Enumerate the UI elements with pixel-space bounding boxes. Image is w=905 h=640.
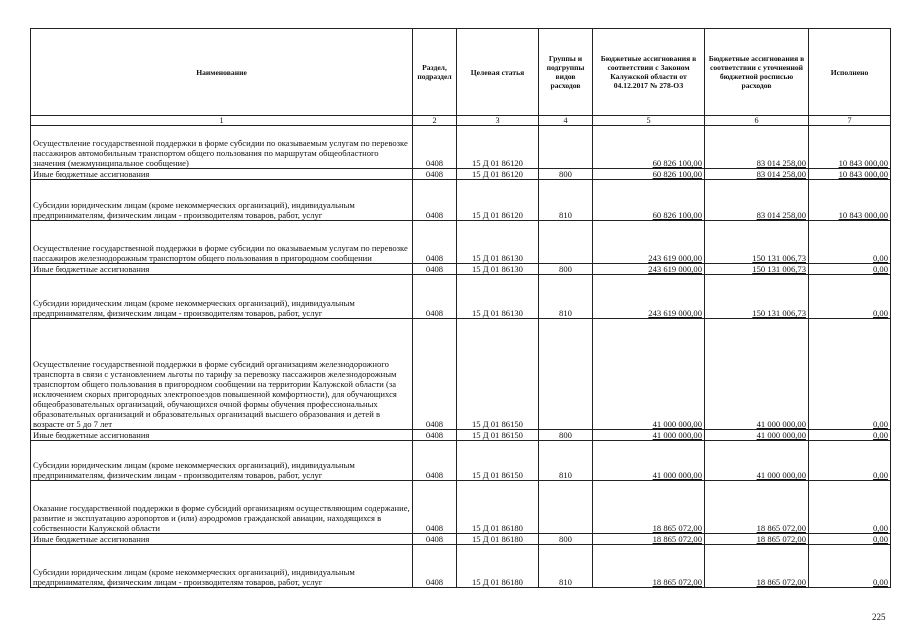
row-group: 800 — [539, 264, 593, 275]
row-law-amount: 41 000 000,00 — [593, 441, 705, 481]
table-row — [31, 275, 891, 319]
row-section: 0408 — [413, 275, 457, 319]
row-executed-amount: 0,00 — [809, 545, 891, 588]
row-law-amount: 243 619 000,00 — [593, 221, 705, 264]
header-law-allocations: Бюджетные ассигнования в соответствии с Законом Калужской области от 04.12.2017 № 278-ОЗ — [593, 29, 705, 116]
row-article: 15 Д 01 86120 — [457, 169, 539, 180]
column-number: 3 — [457, 116, 539, 126]
row-executed-amount: 0,00 — [809, 319, 891, 430]
row-section: 0408 — [413, 221, 457, 264]
row-group: 810 — [539, 275, 593, 319]
table-row — [31, 264, 891, 275]
row-roster-amount: 83 014 258,00 — [705, 126, 809, 169]
row-law-amount: 60 826 100,00 — [593, 126, 705, 169]
row-article: 15 Д 01 86150 — [457, 441, 539, 481]
row-group — [539, 221, 593, 264]
row-name: Иные бюджетные ассигнования — [31, 169, 413, 180]
row-name: Субсидии юридическим лицам (кроме некоммерческих организаций), индивидуальным предпринимателям, физическим лицам - производителям товаров, работ, услуг — [31, 180, 413, 221]
row-section: 0408 — [413, 545, 457, 588]
row-article: 15 Д 01 86180 — [457, 481, 539, 534]
table-row — [31, 441, 891, 481]
row-section: 0408 — [413, 169, 457, 180]
row-law-amount: 18 865 072,00 — [593, 481, 705, 534]
row-name: Иные бюджетные ассигнования — [31, 264, 413, 275]
row-roster-amount: 83 014 258,00 — [705, 180, 809, 221]
row-executed-amount: 0,00 — [809, 221, 891, 264]
row-name: Субсидии юридическим лицам (кроме некоммерческих организаций), индивидуальным предпринимателям, физическим лицам - производителям товаров, работ, услуг — [31, 441, 413, 481]
table-row — [31, 126, 891, 169]
row-article: 15 Д 01 86130 — [457, 275, 539, 319]
table-row — [31, 430, 891, 441]
row-executed-amount: 0,00 — [809, 430, 891, 441]
row-executed-amount: 0,00 — [809, 275, 891, 319]
row-roster-amount: 18 865 072,00 — [705, 481, 809, 534]
row-law-amount: 41 000 000,00 — [593, 319, 705, 430]
row-executed-amount: 10 843 000,00 — [809, 180, 891, 221]
row-group: 800 — [539, 169, 593, 180]
row-executed-amount: 0,00 — [809, 441, 891, 481]
row-group: 810 — [539, 180, 593, 221]
row-section: 0408 — [413, 441, 457, 481]
row-group: 800 — [539, 430, 593, 441]
row-article: 15 Д 01 86120 — [457, 126, 539, 169]
row-roster-amount: 150 131 006,73 — [705, 264, 809, 275]
row-name: Иные бюджетные ассигнования — [31, 430, 413, 441]
header-group: Группы и подгруппы видов расходов — [539, 29, 593, 116]
table-row — [31, 180, 891, 221]
row-article: 15 Д 01 86180 — [457, 545, 539, 588]
row-group: 800 — [539, 534, 593, 545]
table-row — [31, 481, 891, 534]
row-roster-amount: 150 131 006,73 — [705, 275, 809, 319]
row-roster-amount: 83 014 258,00 — [705, 169, 809, 180]
row-law-amount: 60 826 100,00 — [593, 180, 705, 221]
row-executed-amount: 10 843 000,00 — [809, 126, 891, 169]
row-executed-amount: 0,00 — [809, 534, 891, 545]
row-name: Субсидии юридическим лицам (кроме некоммерческих организаций), индивидуальным предпринимателям, физическим лицам - производителям товаров, работ, услуг — [31, 275, 413, 319]
row-section: 0408 — [413, 430, 457, 441]
row-roster-amount: 41 000 000,00 — [705, 441, 809, 481]
header-roster-allocations: Бюджетные ассигнования в соответствии с уточненной бюджетной росписью расходов — [705, 29, 809, 116]
row-group: 810 — [539, 441, 593, 481]
table-row — [31, 545, 891, 588]
row-law-amount: 60 826 100,00 — [593, 169, 705, 180]
row-section: 0408 — [413, 180, 457, 221]
row-article: 15 Д 01 86120 — [457, 180, 539, 221]
row-name: Оказание государственной поддержки в форме субсидий организациям осуществляющим содержание, развитие и эксплуатацию аэропортов и (или) аэродромов гражданской авиации, находящихся в собственности Калужской области — [31, 481, 413, 534]
budget-table — [30, 28, 891, 588]
row-section: 0408 — [413, 534, 457, 545]
column-number: 1 — [31, 116, 413, 126]
row-name: Субсидии юридическим лицам (кроме некоммерческих организаций), индивидуальным предпринимателям, физическим лицам - производителям товаров, работ, услуг — [31, 545, 413, 588]
row-article: 15 Д 01 86130 — [457, 221, 539, 264]
header-article: Целевая статья — [457, 29, 539, 116]
column-number: 6 — [705, 116, 809, 126]
row-article: 15 Д 01 86130 — [457, 264, 539, 275]
table-row — [31, 169, 891, 180]
row-roster-amount: 150 131 006,73 — [705, 221, 809, 264]
row-group: 810 — [539, 545, 593, 588]
row-roster-amount: 18 865 072,00 — [705, 534, 809, 545]
row-name: Иные бюджетные ассигнования — [31, 534, 413, 545]
table-row — [31, 221, 891, 264]
row-group — [539, 126, 593, 169]
column-number: 5 — [593, 116, 705, 126]
row-article: 15 Д 01 86180 — [457, 534, 539, 545]
row-law-amount: 18 865 072,00 — [593, 534, 705, 545]
row-executed-amount: 0,00 — [809, 264, 891, 275]
row-executed-amount: 0,00 — [809, 481, 891, 534]
row-law-amount: 18 865 072,00 — [593, 545, 705, 588]
row-name: Осуществление государственной поддержки в форме субсидии по оказываемым услугам по перевозке пассажиров автомобильным транспортом общего пользования по маршрутам общеобластного значения (межмуниципальное сообщение) — [31, 126, 413, 169]
row-name: Осуществление государственной поддержки в форме субсидии по оказываемым услугам по перевозке пассажиров железнодорожным транспортом общего пользования в пригородном сообщении — [31, 221, 413, 264]
row-section: 0408 — [413, 319, 457, 430]
column-number: 4 — [539, 116, 593, 126]
row-section: 0408 — [413, 264, 457, 275]
table-header-row — [31, 29, 891, 116]
table-row — [31, 319, 891, 430]
column-number-row — [31, 116, 891, 126]
page-number: 225 — [872, 612, 886, 622]
row-law-amount: 243 619 000,00 — [593, 275, 705, 319]
row-law-amount: 243 619 000,00 — [593, 264, 705, 275]
row-article: 15 Д 01 86150 — [457, 319, 539, 430]
row-section: 0408 — [413, 481, 457, 534]
column-number: 2 — [413, 116, 457, 126]
header-name: Наименование — [31, 29, 413, 116]
row-group — [539, 481, 593, 534]
row-executed-amount: 10 843 000,00 — [809, 169, 891, 180]
column-number: 7 — [809, 116, 891, 126]
row-name: Осуществление государственной поддержки в форме субсидий организациям железнодорожного транспорта в связи с установлением льготы по тарифу за перевозку пассажиров железнодорожным транспортом общего пользования в пригородном сообщении на территории Калужской области (за исключением скорых пригородных электропоездов повышенной комфортности), для обучающихся общеобразовательных организаций, обучающихся очной формы обучения профессиональных образовательных организаций и образовательных организаций высшего образования и детей в возрасте от 5 до 7 лет — [31, 319, 413, 430]
row-article: 15 Д 01 86150 — [457, 430, 539, 441]
header-section: Раздел, подраздел — [413, 29, 457, 116]
row-roster-amount: 41 000 000,00 — [705, 430, 809, 441]
header-executed: Исполнено — [809, 29, 891, 116]
table-row — [31, 534, 891, 545]
row-roster-amount: 18 865 072,00 — [705, 545, 809, 588]
row-roster-amount: 41 000 000,00 — [705, 319, 809, 430]
row-law-amount: 41 000 000,00 — [593, 430, 705, 441]
row-section: 0408 — [413, 126, 457, 169]
row-group — [539, 319, 593, 430]
